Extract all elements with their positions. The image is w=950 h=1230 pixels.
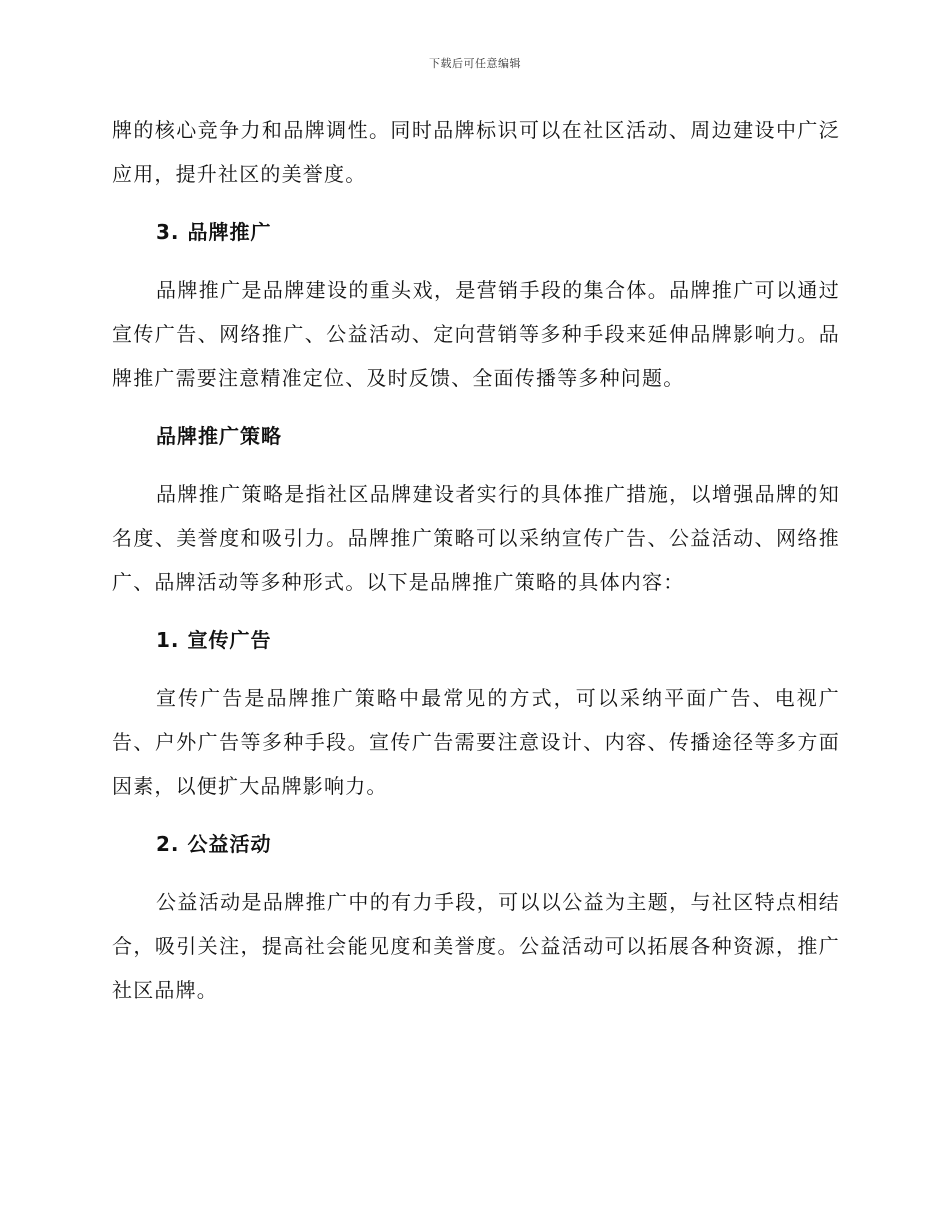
- document-body: [112, 108, 840, 1012]
- section-heading-advertising: 1. 宣传广告: [156, 628, 272, 652]
- paragraph-continued: 牌的核心竞争力和品牌调性。同时品牌标识可以在社区活动、周边建设中广泛应用，提升社区的美誉度。: [112, 118, 840, 186]
- section-heading-brand-promotion: 3. 品牌推广: [156, 220, 272, 244]
- paragraph-promotion-strategy: 品牌推广策略是指社区品牌建设者实行的具体推广措施，以增强品牌的知名度、美誉度和吸引力。品牌推广策略可以采纳宣传广告、公益活动、网络推广、品牌活动等多种形式。以下是品牌推广策略的具体内容：: [112, 482, 840, 594]
- page-header-note: 下载后可任意编辑: [429, 57, 521, 70]
- section-heading-promotion-strategy: 品牌推广策略: [156, 424, 282, 448]
- paragraph-charity: 公益活动是品牌推广中的有力手段，可以以公益为主题，与社区特点相结合，吸引关注，提高社会能见度和美誉度。公益活动可以拓展各种资源，推广社区品牌。: [112, 890, 840, 1002]
- section-heading-charity: 2. 公益活动: [156, 832, 272, 856]
- paragraph-advertising: 宣传广告是品牌推广策略中最常见的方式，可以采纳平面广告、电视广告、户外广告等多种手段。宣传广告需要注意设计、内容、传播途径等多方面因素，以便扩大品牌影响力。: [112, 686, 840, 798]
- paragraph-brand-promotion: 品牌推广是品牌建设的重头戏，是营销手段的集合体。品牌推广可以通过宣传广告、网络推广、公益活动、定向营销等多种手段来延伸品牌影响力。品牌推广需要注意精准定位、及时反馈、全面传播等多种问题。: [112, 278, 840, 390]
